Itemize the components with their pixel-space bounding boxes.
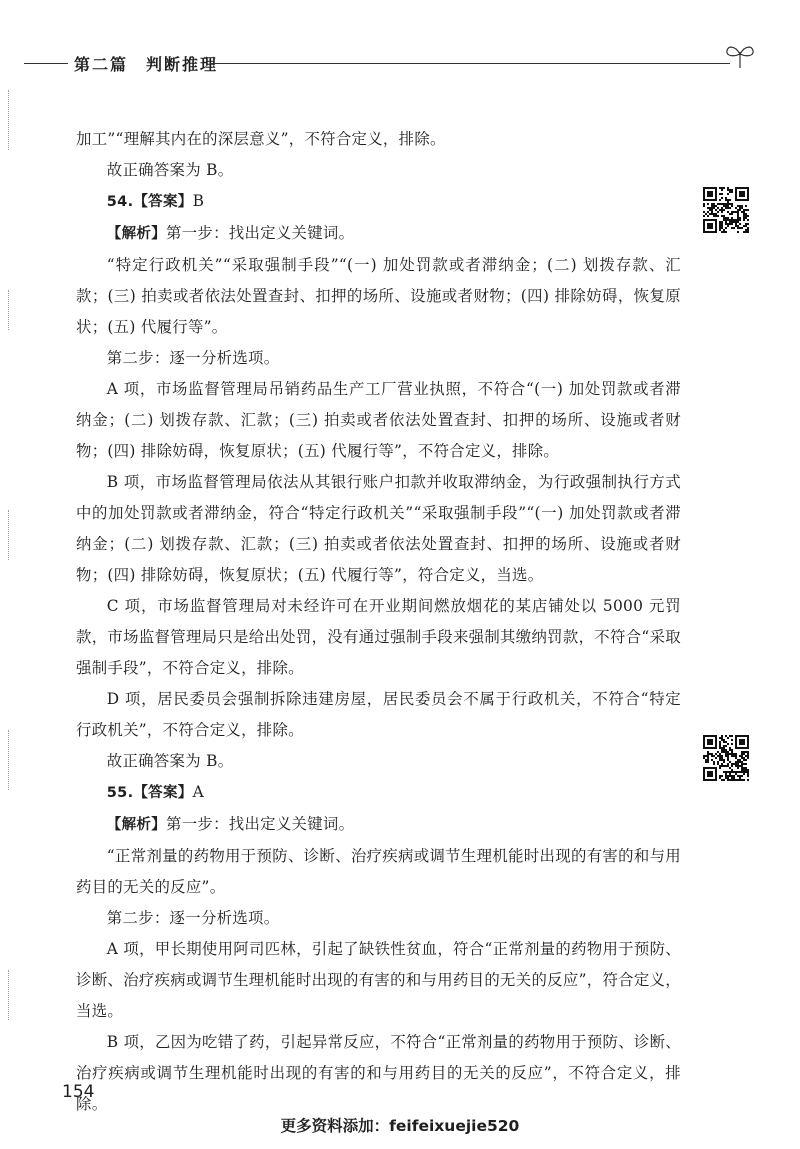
paragraph-text: 故正确答案为 B。 bbox=[106, 752, 234, 770]
paragraph-text: B bbox=[192, 192, 205, 210]
paragraph-text: B 项，乙因为吃错了药，引起异常反应，不符合“正常剂量的药物用于预防、诊断、治疗疾病或调节生理机能时出现的有害的和与用药目的无关的反应”，不符合定义，排除。 bbox=[76, 1033, 681, 1113]
answer-label: 54.【答案】 bbox=[106, 194, 193, 210]
paragraph bbox=[76, 343, 681, 374]
paragraph-text: 第一步：找出定义关键词。 bbox=[166, 224, 355, 242]
paragraph bbox=[76, 186, 681, 218]
paragraph-text: 第二步：逐一分析选项。 bbox=[106, 909, 280, 927]
paragraph-text: A 项，市场监督管理局吊销药品生产工厂营业执照，不符合“(一) 加处罚款或者滞纳金；(二) 划拨存款、汇款；(三) 拍卖或者依法处置查封、扣押的场所、设施或者财物；(四) 排除妨碍，恢复原状；(五) 代履行等”，不符合定义，排除。 bbox=[76, 380, 681, 460]
paragraph bbox=[76, 777, 681, 809]
paragraph bbox=[76, 124, 681, 155]
paragraph bbox=[76, 1027, 681, 1120]
paragraph-text: B 项，市场监督管理局依法从其银行账户扣款并收取滞纳金，为行政强制执行方式中的加处罚款或者滞纳金，符合“特定行政机关”“采取强制手段”“(一) 加处罚款或者滞纳金；(二) 划拨存款、汇款；(三) 拍卖或者依法处置查封、扣押的场所、设施或者财物；(四) 排除妨碍，恢复原状；(五) 代履行等”，符合定义，当选。 bbox=[76, 473, 681, 584]
answer-label: 55.【答案】 bbox=[106, 785, 193, 801]
paragraph-text: 故正确答案为 B。 bbox=[106, 161, 234, 179]
header-rule-left bbox=[24, 63, 68, 64]
running-header bbox=[0, 50, 800, 82]
paragraph-text: A bbox=[192, 783, 205, 801]
qr-code-icon bbox=[703, 187, 749, 233]
paragraph bbox=[76, 746, 681, 777]
paragraph-text: 第二步：逐一分析选项。 bbox=[106, 349, 280, 367]
paragraph bbox=[76, 841, 681, 903]
paragraph-text: A 项，甲长期使用阿司匹林，引起了缺铁性贫血，符合“正常剂量的药物用于预防、诊断、治疗疾病或调节生理机能时出现的有害的和与用药目的无关的反应”，符合定义，当选。 bbox=[76, 940, 681, 1020]
paragraph-text: 加工”“理解其内在的深层意义”，不符合定义，排除。 bbox=[76, 130, 446, 148]
paragraph bbox=[76, 591, 681, 684]
qr-code-55[interactable] bbox=[703, 735, 749, 781]
paragraph bbox=[76, 934, 681, 1027]
paragraph-text: D 项，居民委员会强制拆除违建房屋，居民委员会不属于行政机关，不符合“特定行政机关”，不符合定义，排除。 bbox=[76, 690, 681, 739]
header-rule-right bbox=[210, 63, 730, 64]
paragraph bbox=[76, 250, 681, 343]
paragraph bbox=[76, 218, 681, 250]
paragraph bbox=[76, 374, 681, 467]
paragraph bbox=[76, 467, 681, 591]
paragraph-text: C 项，市场监督管理局对未经许可在开业期间燃放烟花的某店铺处以 5000 元罚款，市场监督管理局只是给出处罚，没有通过强制手段来强制其缴纳罚款，不符合“采取强制手段”，不符合定义，排除。 bbox=[76, 597, 681, 677]
paragraph bbox=[76, 903, 681, 934]
answer-label: 【解析】 bbox=[106, 817, 166, 833]
answer-label: 【解析】 bbox=[106, 226, 166, 242]
paragraph bbox=[76, 155, 681, 186]
qr-code-icon bbox=[703, 735, 749, 781]
page-number: 154 bbox=[62, 1082, 95, 1102]
paragraph-text: “特定行政机关”“采取强制手段”“(一) 加处罚款或者滞纳金；(二) 划拨存款、汇款；(三) 拍卖或者依法处置查封、扣押的场所、设施或者财物；(四) 排除妨碍，恢复原状；(五) 代履行等”。 bbox=[76, 256, 681, 336]
paragraph-text: 第一步：找出定义关键词。 bbox=[166, 815, 355, 833]
paragraph-text: “正常剂量的药物用于预防、诊断、治疗疾病或调节生理机能时出现的有害的和与用药目的无关的反应”。 bbox=[76, 847, 681, 896]
paragraph bbox=[76, 809, 681, 841]
paragraph bbox=[76, 684, 681, 746]
sprout-icon bbox=[722, 40, 758, 70]
qr-code-54[interactable] bbox=[703, 187, 749, 233]
footer-note: 更多资料添加：feifeixuejie520 bbox=[280, 1117, 520, 1135]
answer-explanation-body bbox=[76, 124, 681, 1120]
binding-margin-marks bbox=[8, 90, 10, 1090]
section-title: 第二篇 判断推理 bbox=[74, 52, 218, 75]
